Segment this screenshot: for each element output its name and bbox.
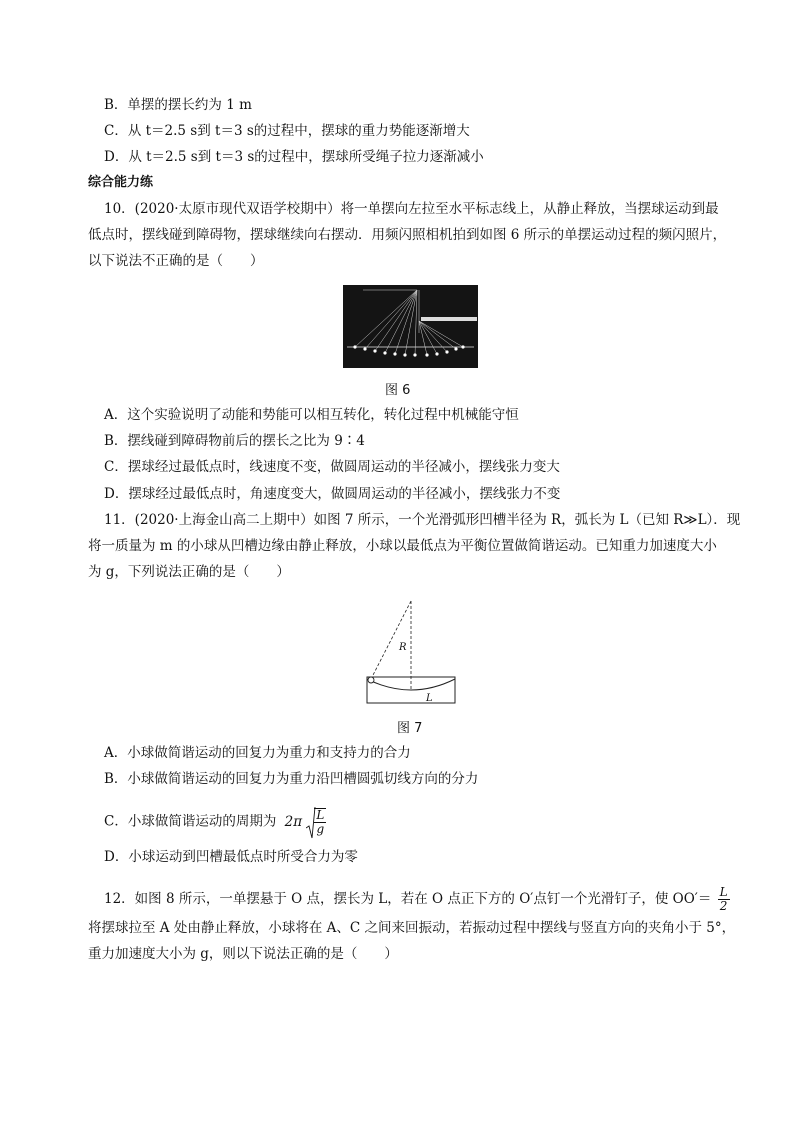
figure-7-caption: 图 7 <box>397 721 423 736</box>
q10-option-d: D．摆球经过最低点时，角速度变大，做圆周运动的半径减小，摆线张力不变 <box>104 486 561 502</box>
figure-7-label-l: L <box>426 693 433 704</box>
q12-frac-denominator: 2 <box>719 899 728 913</box>
q9-option-d: D．从 t＝2.5 s到 t＝3 s的过程中，摆球所受绳子拉力逐渐减小 <box>104 149 484 165</box>
q10-stem-line2: 低点时，摆线碰到障碍物，摆球继续向右摆动．用频闪照相机拍到如图 6 所示的单摆运动过程的频闪照片， <box>88 227 727 243</box>
figure-7-arc-groove <box>362 595 462 707</box>
q12-stem-line3: 重力加速度大小为 g，则以下说法正确的是（ ） <box>88 946 398 962</box>
q10-option-b: B．摆线碰到障碍物前后的摆长之比为 9∶4 <box>104 433 365 449</box>
figure-7-label-r: R <box>399 642 407 653</box>
q10-option-a: A．这个实验说明了动能和势能可以相互转化，转化过程中机械能守恒 <box>104 407 519 423</box>
q11-option-a: A．小球做简谐运动的回复力为重力和支持力的合力 <box>104 745 411 761</box>
q11-stem-line2: 将一质量为 m 的小球从凹槽边缘由静止释放，小球以最低点为平衡位置做简谐运动。已知重力加速度大小 <box>88 538 717 554</box>
q11-option-c-formula: 2π <box>284 813 303 830</box>
q11-stem-line3: 为 g，下列说法正确的是（ ） <box>88 564 290 580</box>
q12-stem-line1 <box>104 886 730 913</box>
q10-stem-line3: 以下说法不正确的是（ ） <box>88 253 264 269</box>
q11-stem-line1: 11．(2020·上海金山高二上期中）如图 7 所示，一个光滑弧形凹槽半径为 R，弧长为 L（已知 R≫L）．现 <box>104 512 741 528</box>
q12-stem-line2: 将摆球拉至 A 处由静止释放，小球将在 A、C 之间来回振动，若振动过程中摆线与竖直方向的夹角小于 5°， <box>88 920 736 936</box>
q11-option-b: B．小球做简谐运动的回复力为重力沿凹槽圆弧切线方向的分力 <box>104 771 479 787</box>
q9-option-c: C．从 t＝2.5 s到 t＝3 s的过程中，摆球的重力势能逐渐增大 <box>104 123 470 139</box>
figure-6-caption: 图 6 <box>385 383 411 398</box>
figure-6-pendulum-photo <box>343 285 478 368</box>
sqrt-sign-icon <box>306 806 316 840</box>
section-heading: 综合能力练 <box>88 175 154 190</box>
q12-frac-numerator: L <box>719 885 728 899</box>
frac-denominator-g: g <box>316 822 325 836</box>
q9-option-b: B．单摆的摆长约为 1 m <box>104 97 252 113</box>
q10-option-c: C．摆球经过最低点时，线速度不变，做圆周运动的半径减小，摆线张力变大 <box>104 459 560 475</box>
sqrt-fraction <box>306 808 326 836</box>
q12-stem-line1-text: 12．如图 8 所示，一单摆悬于 O 点，摆长为 L，若在 O 点正下方的 O′点钉一个光滑钉子，使 OO′＝ <box>104 891 712 907</box>
q11-option-c-text: C．小球做简谐运动的周期为 <box>104 813 277 830</box>
q11-option-c <box>104 808 326 836</box>
q12-fraction <box>718 886 730 913</box>
frac-numerator-l: L <box>316 808 325 822</box>
q10-stem-line1: 10．(2020·太原市现代双语学校期中）将一单摆向左拉至水平标志线上，从静止释放，当摆球运动到最 <box>104 201 719 217</box>
q11-option-d: D．小球运动到凹槽最低点时所受合力为零 <box>104 849 358 865</box>
